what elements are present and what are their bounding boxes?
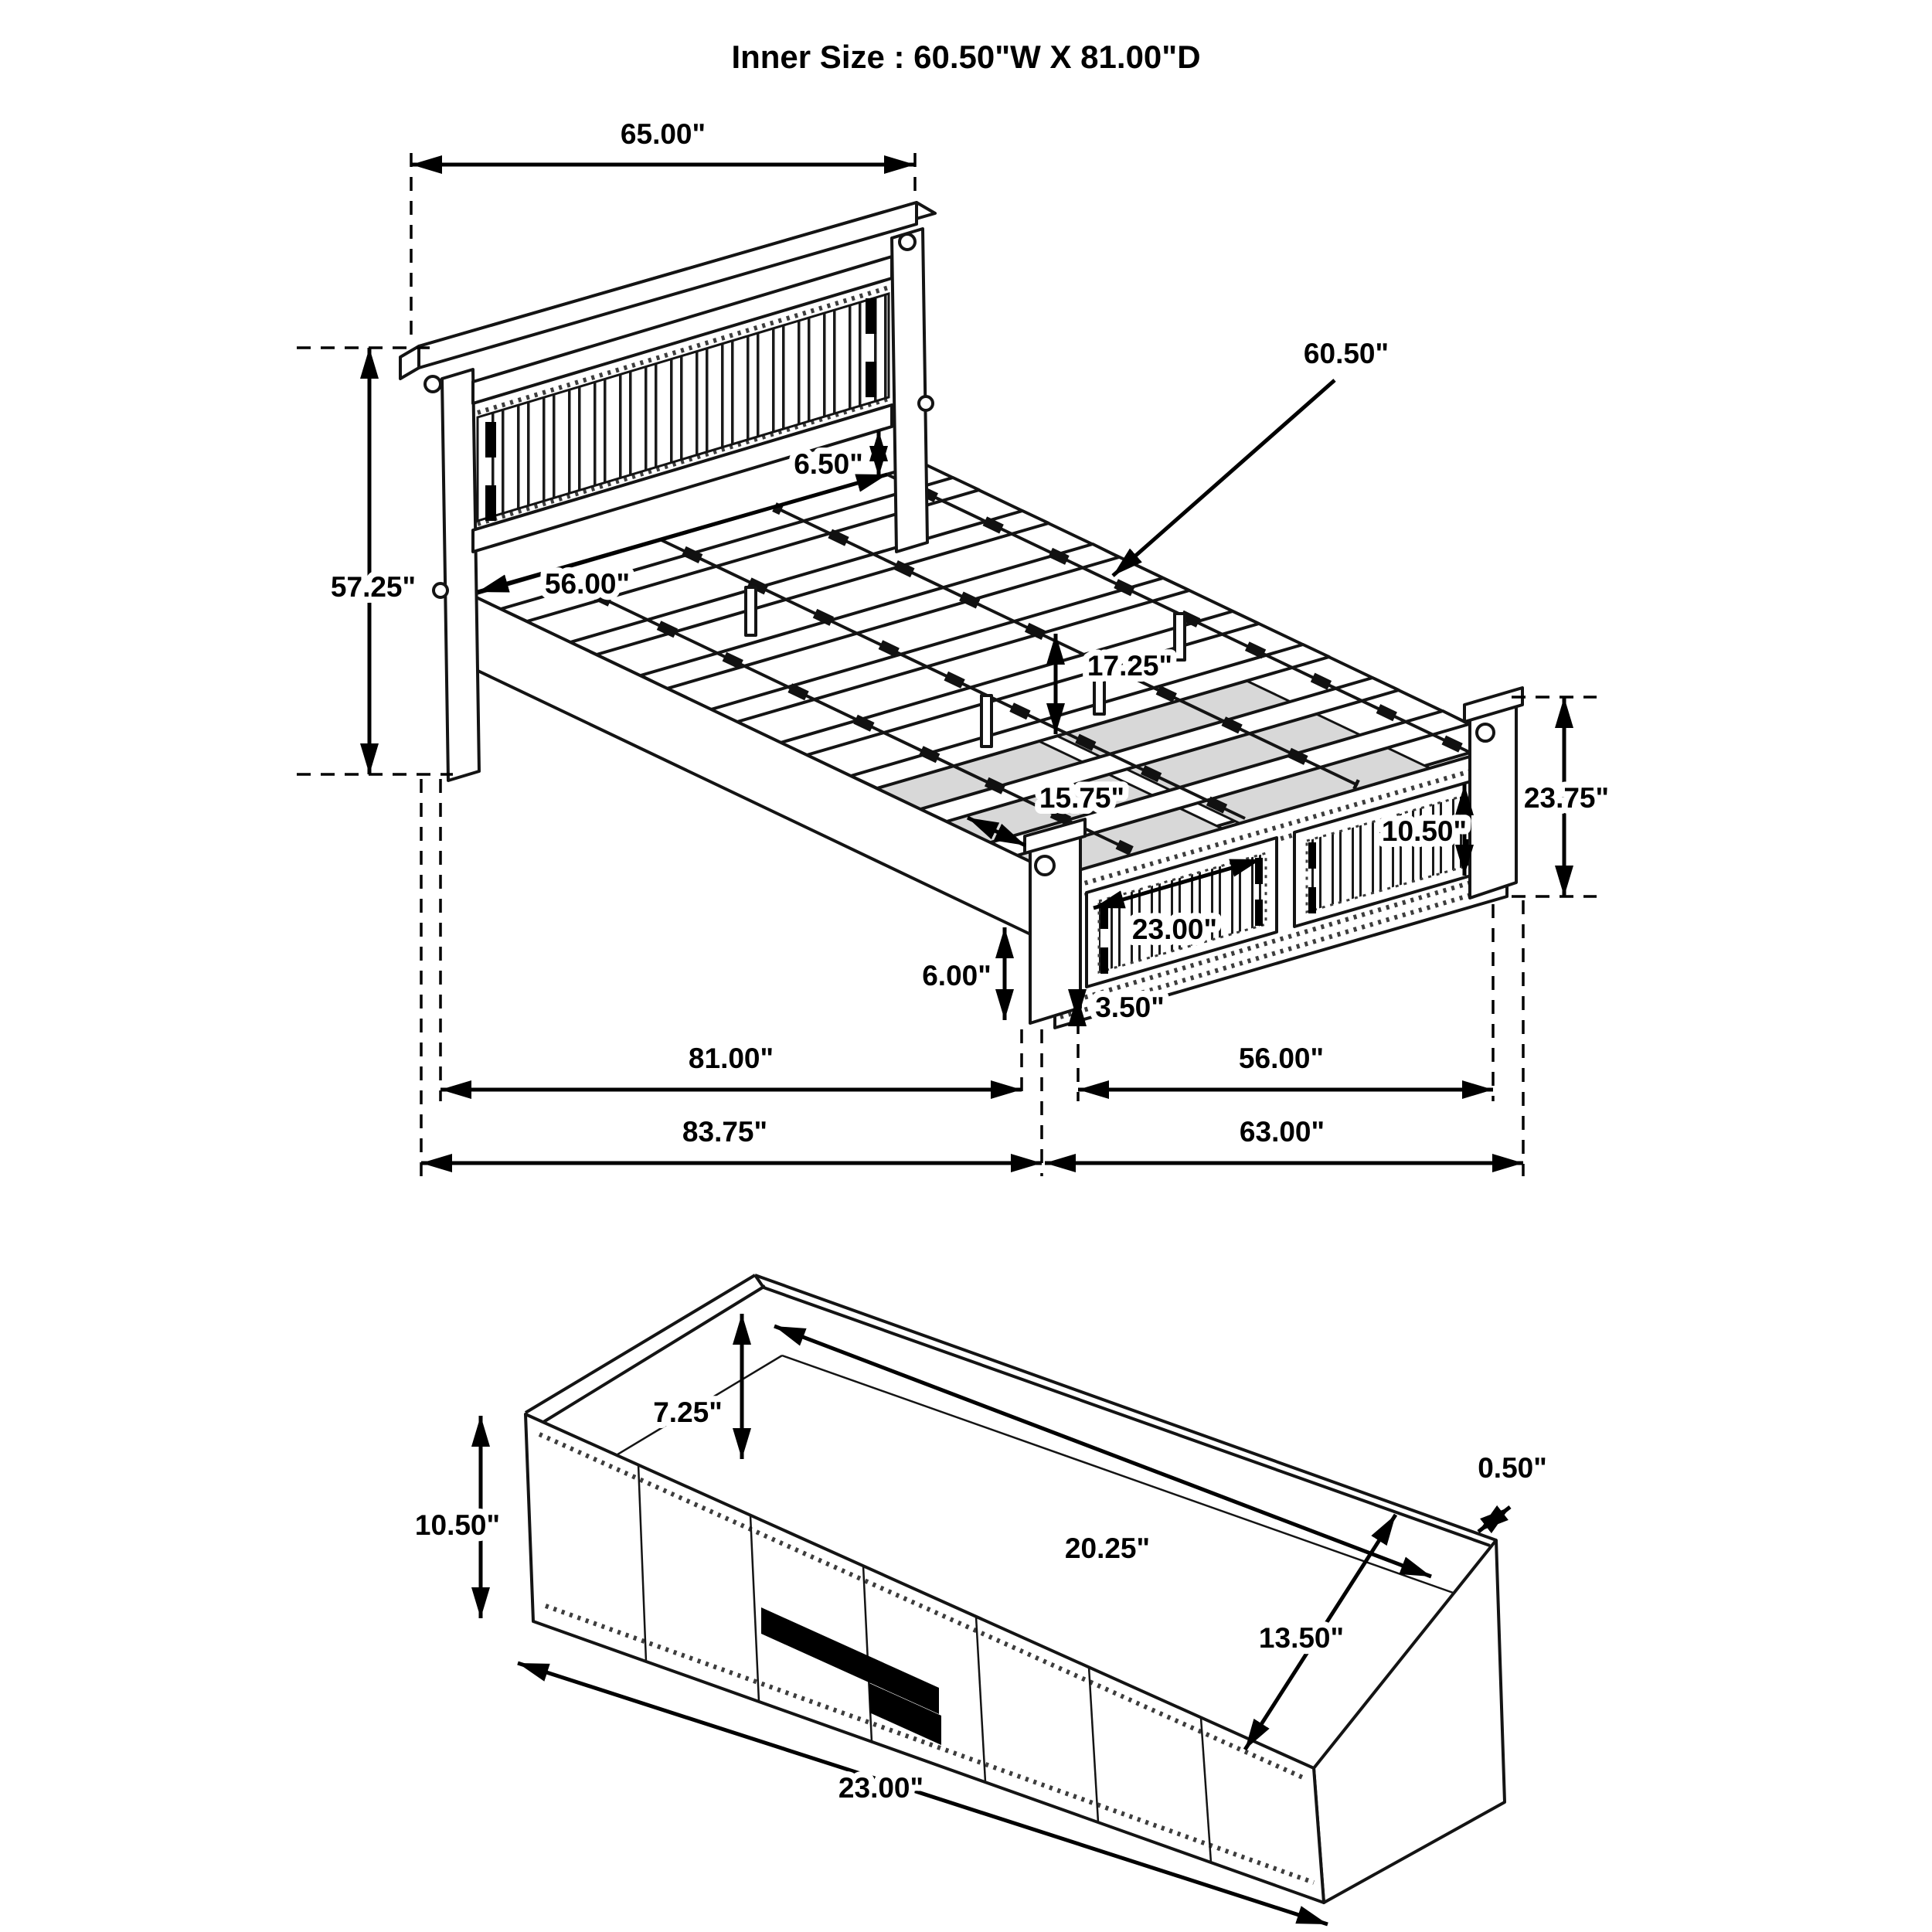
- dim-label-footboard-drawer-width: 23.00": [1131, 913, 1218, 945]
- dim-label-headboard-width: 65.00": [620, 118, 706, 150]
- dim-label-headboard-height: 57.25": [330, 571, 417, 603]
- drawer-diagram: [526, 1275, 1505, 1903]
- dim-leg-height: [922, 927, 1005, 1020]
- dim-label-footboard-width: 56.00": [1238, 1043, 1325, 1074]
- dim-label-drawer-inner-height: 7.25": [653, 1396, 723, 1428]
- drawer-front-panel: [526, 1414, 1324, 1903]
- dim-drawer-panel-thickness: [1478, 1452, 1547, 1532]
- dim-overall-depth: [421, 1116, 1042, 1163]
- dim-label-rail-length: 81.00": [688, 1043, 774, 1074]
- dim-label-overall-width: 63.00": [1239, 1116, 1325, 1148]
- dim-label-drawer-front-height: 10.50": [414, 1509, 501, 1541]
- dim-label-drawer-front-width: 23.00": [838, 1772, 924, 1804]
- dim-label-headboard-inner-width: 56.00": [544, 568, 631, 600]
- dim-label-drawer-inner-width: 20.25": [1064, 1532, 1151, 1564]
- page-title: Inner Size : 60.50"W X 81.00"D: [731, 39, 1201, 75]
- dim-label-bottom-rail-height: 3.50": [1095, 992, 1165, 1023]
- bed-diagram: [400, 202, 1522, 1028]
- headboard-post-left: [442, 369, 479, 781]
- dim-label-overall-depth: 83.75": [682, 1116, 768, 1148]
- dim-label-footboard-height: 23.75": [1523, 782, 1610, 814]
- dim-headboard-height: [297, 348, 453, 774]
- dim-footboard-height: [1512, 697, 1609, 896]
- dim-drawer-inner-width: [774, 1326, 1431, 1577]
- dim-label-footboard-drawer-height: 10.50": [1381, 815, 1468, 847]
- dim-label-deck-height: 17.25": [1087, 650, 1173, 682]
- dim-label-leg-height: 6.00": [922, 960, 992, 992]
- headboard-post-right: [892, 229, 927, 552]
- dim-label-drawer-panel-thickness: 0.50": [1478, 1452, 1547, 1484]
- dim-drawer-front-height: [415, 1416, 500, 1618]
- dim-label-storage-top-depth: 15.75": [1039, 782, 1125, 814]
- dim-label-panel-gap: 6.50": [794, 448, 863, 480]
- dim-inner-depth-pointer: [1113, 338, 1389, 576]
- dim-label-drawer-inner-depth: 13.50": [1258, 1622, 1345, 1654]
- dim-drawer-inner-height: [653, 1314, 742, 1459]
- dim-label-inner-depth: 60.50": [1303, 338, 1389, 369]
